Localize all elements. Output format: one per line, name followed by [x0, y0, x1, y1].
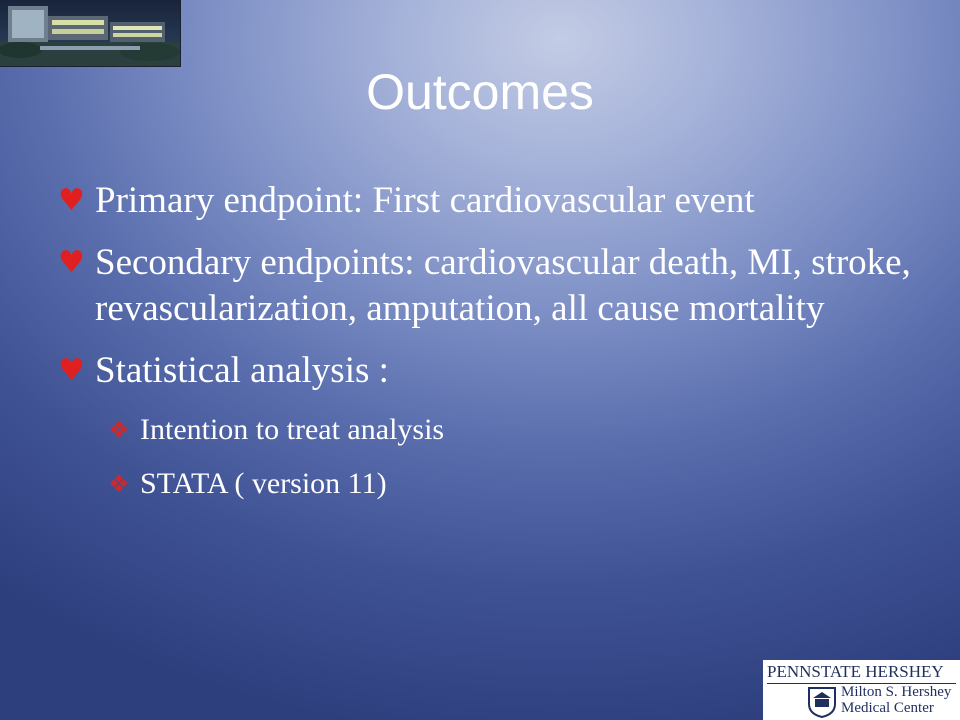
sub-bullet-item: [58, 466, 918, 502]
bullet-list: [58, 178, 918, 502]
bullet-item: [58, 240, 918, 332]
hospital-photo: [0, 0, 181, 67]
hospital-photo-image: [0, 0, 180, 66]
sub-bullet-text: STATA ( version 11): [140, 467, 387, 500]
medical-center-seal-icon: [807, 686, 837, 718]
sub-bullet-text: Intention to treat analysis: [140, 413, 445, 446]
heart-bullet-icon: ♥: [58, 183, 85, 218]
heart-bullet-icon: ♥: [58, 353, 85, 388]
logo-subtitle: Medical Center: [841, 700, 934, 716]
bullet-text: Secondary endpoints: cardiovascular death, MI, stroke, revascularization, amputation, all cause mortality: [95, 242, 911, 329]
bullet-item: [58, 178, 918, 224]
penn-state-hershey-logo: [763, 660, 960, 720]
bullet-item: [58, 348, 918, 394]
logo-name: Milton S. Hershey: [841, 684, 952, 700]
logo-brand: PENNSTATE HERSHEY: [767, 662, 944, 681]
bullet-text: Primary endpoint: First cardiovascular event: [95, 180, 755, 221]
slide-title: Outcomes: [366, 64, 594, 120]
bullet-text: Statistical analysis :: [95, 350, 389, 391]
sub-bullet-item: [58, 412, 918, 448]
heart-bullet-icon: ♥: [58, 245, 85, 280]
diamond-bullet-icon: ❖: [108, 416, 130, 444]
diamond-bullet-icon: ❖: [108, 470, 130, 498]
